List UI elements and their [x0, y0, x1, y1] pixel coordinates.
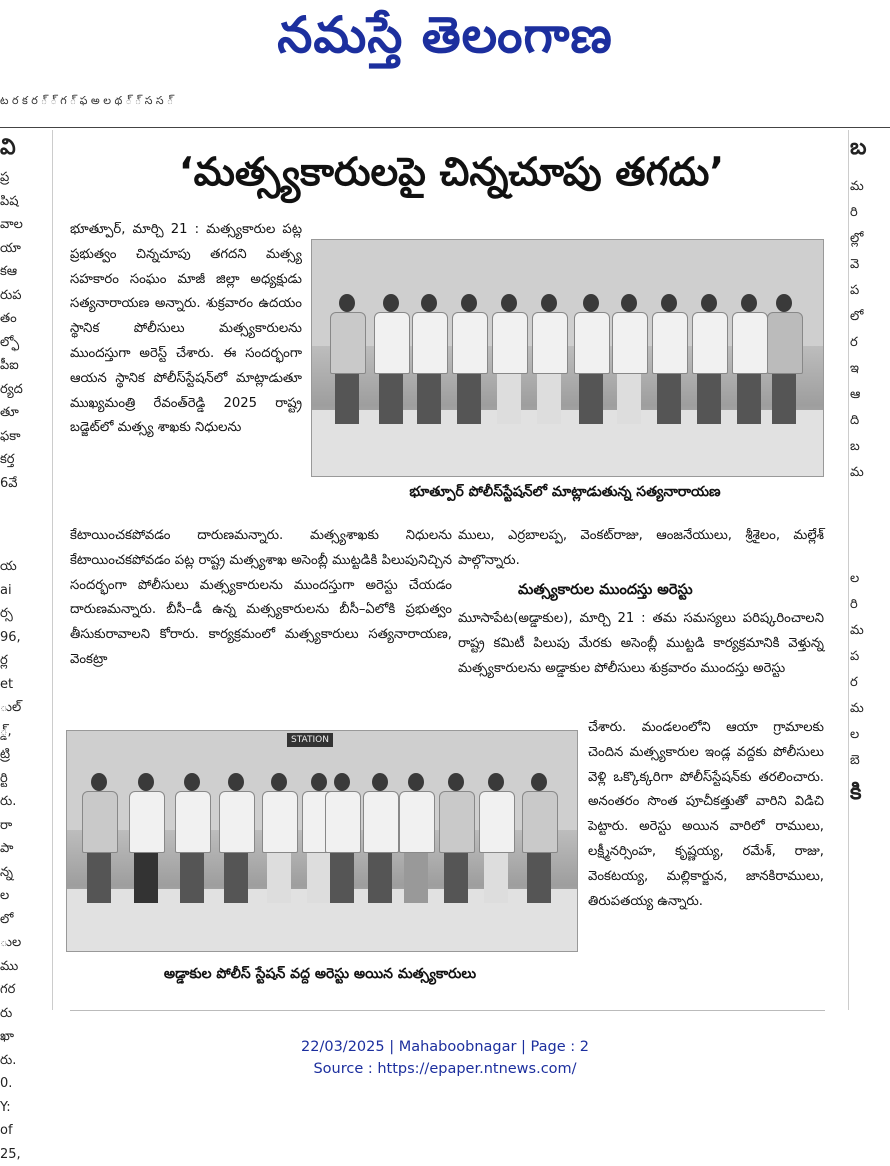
left-column-divider	[52, 130, 53, 1010]
left-column-lower-line: of	[0, 1119, 52, 1143]
left-column-line: తం	[0, 307, 52, 331]
right-column-line: మ	[850, 460, 890, 486]
left-column-line: ర్యద	[0, 378, 52, 402]
article-bottom-rule	[70, 1010, 825, 1011]
left-column-lower-line: ల	[0, 884, 52, 908]
masthead-rule	[0, 127, 890, 128]
right-column-lines	[850, 166, 890, 806]
article-column-2-continued: చేశారు. మండలంలోని ఆయా గ్రామాలకు చెందిన మత్స్యకారుల ఇండ్ల వద్దకు పోలీసులు వెళ్లి ఒక్కొక్కరిగా పోలీస్‌స్టేషన్‌కు తరలించారు. అనంతరం సొంత పూచీకత్తుతో వారిని విడిచి పెట్టారు. అరెస్టు అయిన వారిలో రాములు, లక్ష్మీనర్సింహ, కృష్ణయ్య, రమేశ్, రాజు, వెంకటయ్య, మల్లికార్జున, జానకిరాములు, తిరుపతయ్య ఉన్నారు.	[588, 716, 824, 996]
top-strip: ట ర క ర ్ ్ గ ్ ఫ అ ల థ ్ ్ స స ్	[0, 94, 890, 108]
photo-addakula-police-station	[66, 730, 578, 952]
right-column-line: ల్లో	[850, 226, 890, 252]
left-column-lower-line: ర్స	[0, 602, 52, 626]
right-column-lower-line: ర	[850, 670, 890, 696]
left-column-heading: వి	[0, 130, 52, 166]
left-column-lower-line: య	[0, 555, 52, 579]
left-column-lower-line: ము	[0, 955, 52, 979]
photo-2-caption: అడ్డాకుల పోలీస్ స్టేషన్ వద్ద అరెస్టు అయిన మత్స్యకారులు	[110, 966, 530, 985]
right-column-lower-line: ప	[850, 644, 890, 670]
left-column-lower-line: ్డ్,	[0, 720, 52, 744]
left-column-lower-line: న్న	[0, 861, 52, 885]
right-column-line: ది	[850, 408, 890, 434]
left-column-lower-line: ర్టి	[0, 767, 52, 791]
right-column-line: లో	[850, 304, 890, 330]
footer-source: Source : https://epaper.ntnews.com/	[0, 1058, 890, 1080]
left-column-lower-line: రు	[0, 1002, 52, 1026]
left-column-lower-line: ర్ల	[0, 649, 52, 673]
right-column-line: ప	[850, 278, 890, 304]
left-column-lower-line: పా	[0, 837, 52, 861]
right-column-bottom-heading: కి	[850, 780, 890, 806]
article-headline: ‘మత్స్యకారులపై చిన్నచూపు తగదు’	[64, 150, 839, 204]
right-column-lower-line: మ	[850, 696, 890, 722]
left-column-line: యా	[0, 237, 52, 261]
article-column-2-top: ములు, ఎర్రబాలప్ప, వెంకట్‌రాజు, ఆంజనేయులు, శ్రీశైలం, మల్లేశ్ పాల్గొన్నారు.	[458, 524, 824, 576]
article-subheading: మత్స్యకారుల ముందస్తు అరెస్టు	[518, 582, 693, 602]
left-column-lower-line: ుల	[0, 931, 52, 955]
right-column-lower-line: ల	[850, 722, 890, 748]
article-column-1-continued: కేటాయించకపోవడం దారుణమన్నారు. మత్స్యశాఖకు నిధులను కేటాయించకపోవడం పట్ల రాష్ట్ర మత్స్యశాఖ అసెంబ్లీ ముట్టడికి పిలుపునిచ్చిన సందర్భంగా పోలీసులు మత్స్యకారులను ముందస్తుగా అరెస్టు చేయడం దారుణమన్నారు. బీసీ–డీ ఉన్న మత్స్యకారులను బీసీ–ఏలోకి ప్రభుత్వం తీసుకురావాలని కోరారు. కార్యక్రమంలో మత్స్యకారులు సత్యనారాయణ, వెంకట్రా	[70, 524, 452, 720]
left-column-line: ఫకా	[0, 425, 52, 449]
photo-bhoothpur-police-station	[311, 239, 824, 477]
article-column-2: మూసాపేట(అడ్డాకుల), మార్చి 21 : తమ సమస్యలు పరిష్కరించాలని రాష్ట్ర కమిటీ పిలుపు మేరకు అసెంబ్లీ ముట్టడి కార్యక్రమానికి వెళ్తున్న మత్స్యకారులను అడ్డాకుల పోలీసులు శుక్రవారం ముందస్తు అరెస్టు	[458, 607, 824, 717]
station-sign: STATION	[287, 733, 333, 747]
left-column-lower-line: గర	[0, 978, 52, 1002]
masthead	[0, 0, 890, 80]
right-column-line: బ	[850, 434, 890, 460]
left-column-line: ల్ఫో	[0, 331, 52, 355]
left-column-line: పిష	[0, 190, 52, 214]
left-column-line: కర్త	[0, 448, 52, 472]
left-column-lower-line: et	[0, 673, 52, 697]
left-column-lower-line: 96,	[0, 626, 52, 650]
left-column-line: ప్ర	[0, 166, 52, 190]
left-column-lower-line: రు.	[0, 1049, 52, 1073]
right-column-line: మ	[850, 174, 890, 200]
left-column-lower-line: లో	[0, 908, 52, 932]
left-column-line: కఆ	[0, 260, 52, 284]
left-column-line: 6వే	[0, 472, 52, 496]
photo-1-caption: భూత్పూర్ పోలీస్‌స్టేషన్‌లో మాట్లాడుతున్న సత్యనారాయణ	[330, 484, 800, 503]
left-column-lower-line: Y:	[0, 1096, 52, 1120]
left-column-lower-line: రు.	[0, 790, 52, 814]
left-column-lower-line: రా	[0, 814, 52, 838]
right-partial-column	[850, 130, 890, 1020]
right-column-lower-line: బె	[850, 748, 890, 774]
left-column-line: రుప	[0, 284, 52, 308]
left-column-lower-line: ai	[0, 579, 52, 603]
left-column-lower-line: 0.	[0, 1072, 52, 1096]
left-column-lower-line: 25,	[0, 1143, 52, 1166]
right-column-divider	[848, 130, 849, 1010]
right-column-line: రి	[850, 200, 890, 226]
right-column-line: ఆ	[850, 382, 890, 408]
left-partial-column	[0, 130, 52, 1020]
page-footer	[0, 1036, 890, 1080]
footer-date-edition: 22/03/2025 | Mahaboobnagar | Page : 2	[0, 1036, 890, 1058]
left-column-line: వాల	[0, 213, 52, 237]
left-column-lines	[0, 166, 52, 1166]
left-column-line: పీఐ	[0, 354, 52, 378]
right-column-lower-line: రి	[850, 592, 890, 618]
left-column-line: తూ	[0, 401, 52, 425]
article-column-1: భూత్పూర్, మార్చి 21 : మత్స్యకారుల పట్ల ప్రభుత్వం చిన్నచూపు తగదని మత్స్య సహకారం సంఘం మాజీ జిల్లా అధ్యక్షుడు సత్యనారాయణ అన్నారు. శుక్రవారం ఉదయం స్థానిక పోలీసులు మత్స్యకారులను ముందస్తుగా అరెస్ట్ చేశారు. ఈ సందర్భంగా ఆయన స్థానిక పోలీస్‌స్టేషన్‌లో మాట్లాడుతూ ముఖ్యమంత్రి రేవంత్‌రెడ్డి 2025 రాష్ట్ర బడ్జెట్‌లో మత్స్య శాఖకు నిధులను	[70, 218, 302, 518]
right-column-heading: బ	[850, 130, 890, 166]
left-column-lower-line: ుల్	[0, 696, 52, 720]
right-column-line: వె	[850, 252, 890, 278]
right-column-line: ఇ	[850, 356, 890, 382]
left-column-lower-line: ఖా	[0, 1025, 52, 1049]
right-column-lower-line: మ	[850, 618, 890, 644]
newspaper-logo: నమస్తే తెలంగాణ	[277, 6, 613, 77]
right-column-line: ర	[850, 330, 890, 356]
right-column-lower-line: ల	[850, 566, 890, 592]
left-column-lower-line: ట్రి	[0, 743, 52, 767]
